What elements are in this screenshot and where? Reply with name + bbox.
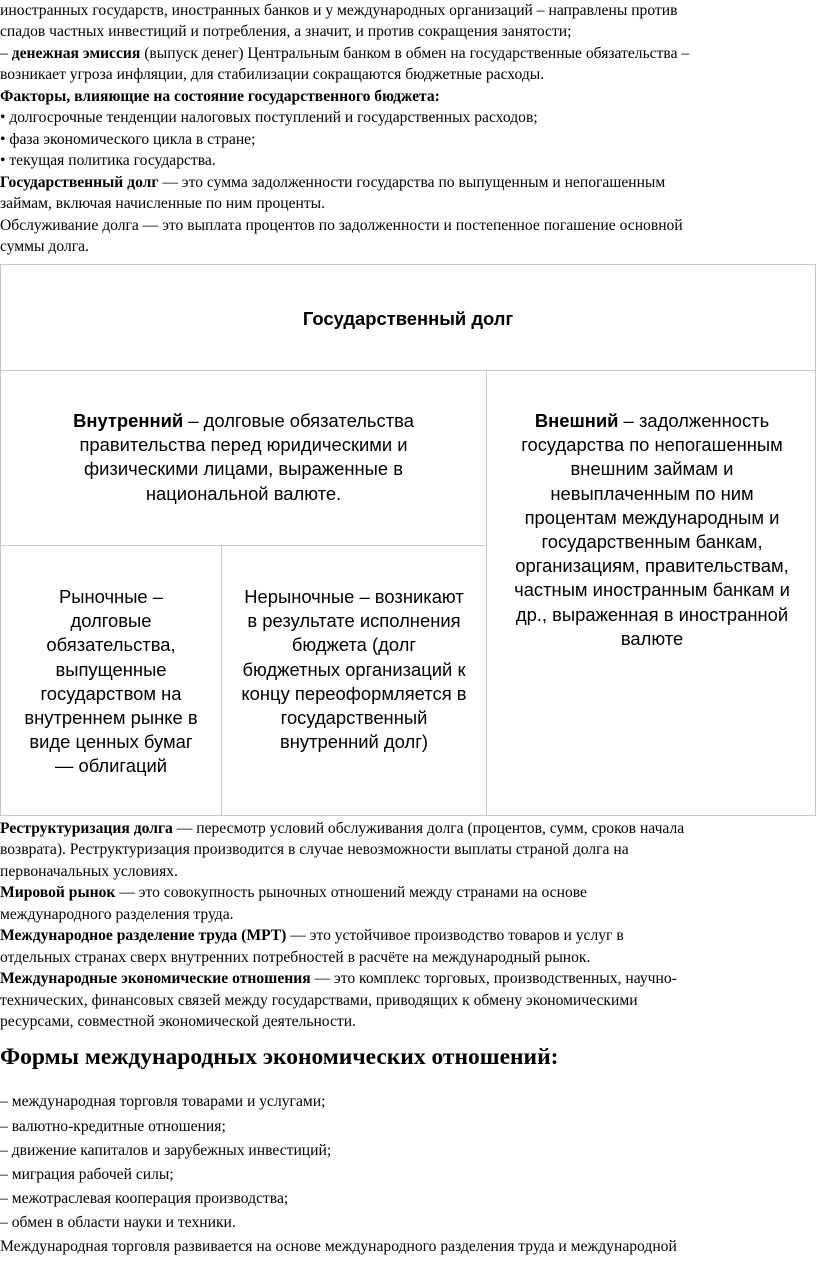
market-debt-line: выпущенные: [55, 658, 167, 680]
factors-heading: [0, 87, 812, 107]
market-debt-line: — облигаций: [54, 755, 168, 777]
emission-term: денежная эмиссия: [11, 45, 141, 62]
debt-definition-rest: — это сумма задолженности государства по выпущенным и непогашенным: [158, 174, 666, 191]
forms-item: – миграция рабочей силы;: [0, 1166, 174, 1183]
external-debt-term: Внешний: [534, 410, 619, 431]
intro-line-1: иностранных государств, иностранных банков и у международных организаций – направлены против: [0, 2, 678, 19]
internal-debt-line: национальной валюте.: [145, 482, 342, 504]
external-debt-line: процентам международным и: [524, 506, 780, 528]
mer-line-2: технических, финансовых связей между государствами, приводящих к обмену экономическими: [0, 992, 638, 1009]
market-debt-cell: [5, 585, 217, 779]
internal-debt-cell: [11, 409, 476, 506]
forms-item: – международная торговля товарами и услугами;: [0, 1093, 326, 1110]
nonmarket-debt-line: внутренний долг): [279, 731, 429, 753]
internal-debt-line: правительства перед юридическими и: [79, 434, 408, 456]
mrt-line-2: отдельных странах сверх внутренних потребностей в расчёте на международный рынок.: [0, 949, 591, 966]
nonmarket-debt-line: концу переоформляется в: [241, 682, 467, 704]
restructuring-line-3: первоначальных условиях.: [0, 863, 178, 880]
external-debt-line: невыплаченным по ним: [550, 482, 754, 504]
debt-definition-line-2: займам, включая начисленные по ним проценты.: [0, 195, 326, 212]
restructuring-line-2: возврата). Реструктуризация производится в случае невозможности выплаты страной долга на: [0, 841, 629, 858]
external-debt-line-1: [489, 409, 815, 433]
market-debt-line: государством на: [40, 682, 182, 704]
external-debt-line: внешним займам и: [570, 458, 734, 480]
market-debt-line: долговые: [70, 610, 152, 632]
internal-debt-term: Внутренний: [73, 410, 184, 431]
market-debt-line: Рыночные –: [59, 586, 163, 607]
nonmarket-debt-line: бюджетных организаций к: [242, 658, 466, 680]
mer-term: Международные экономические отношения: [0, 970, 311, 987]
forms-heading: Формы международных экономических отношений:: [0, 1044, 559, 1070]
market-debt-line: обязательства,: [46, 634, 176, 656]
external-debt-text: – задолженность: [618, 410, 770, 431]
table-divider-internal: [1, 545, 486, 546]
factors-heading-text: Факторы, влияющие на состояние государственного бюджета:: [0, 88, 440, 105]
service-definition-line-1: Обслуживание долга — это выплата процентов по задолженности и постепенное погашение основной: [0, 217, 683, 234]
forms-item: – движение капиталов и зарубежных инвестиций;: [0, 1142, 332, 1159]
external-debt-line: государства по непогашенным: [521, 434, 783, 456]
service-definition-line-2: суммы долга.: [0, 238, 89, 255]
table-title-text: Государственный долг: [302, 308, 514, 329]
nonmarket-debt-line: бюджета (долг: [291, 634, 417, 656]
mer-rest: — это комплекс торговых, производственных, научно-: [310, 970, 677, 987]
external-debt-line: частным иностранным банкам и: [514, 579, 790, 601]
factor-item: • фаза экономического цикла в стране;: [0, 131, 256, 148]
emission-line: [0, 44, 812, 64]
factor-item: • долгосрочные тенденции налоговых поступлений и государственных расходов;: [0, 109, 538, 126]
internal-debt-line: физическими лицами, выраженные в: [84, 458, 403, 480]
world-market-rest: — это совокупность рыночных отношений между странами на основе: [115, 884, 587, 901]
external-debt-line: организациям, правительствам,: [515, 555, 789, 577]
mer-line-3: ресурсами, совместной экономической деятельности.: [0, 1013, 356, 1030]
intro-line-2: спадов частных инвестиций и потребления, а значит, и против сокращения занятости;: [0, 23, 572, 40]
state-debt-table: [0, 264, 816, 816]
mrt-rest: — это устойчивое производство товаров и услуг в: [286, 927, 624, 944]
world-market-term: Мировой рынок: [0, 884, 116, 901]
table-divider-horizontal: [1, 370, 815, 371]
emission-rest: (выпуск денег) Центральным банком в обмен на государственные обязательства –: [140, 45, 690, 62]
debt-term: Государственный долг: [0, 174, 159, 191]
nonmarket-debt-line: государственный: [280, 707, 428, 729]
factor-item: • текущая политика государства.: [0, 152, 216, 169]
internal-debt-text: – долговые обязательства: [183, 410, 414, 431]
mrt-term: Международное разделение труда (МРТ): [0, 927, 287, 944]
mer-line-1: [0, 969, 812, 989]
external-debt-line: государственным банкам,: [541, 531, 763, 553]
forms-item: – валютно-кредитные отношения;: [0, 1118, 226, 1135]
forms-item: – обмен в области науки и техники.: [0, 1214, 236, 1231]
nonmarket-debt-cell: [223, 585, 485, 754]
external-debt-line: валюте: [620, 627, 684, 649]
nonmarket-debt-line: Нерыночные – возникают: [244, 586, 464, 607]
market-debt-line: виде ценных бумаг: [29, 731, 193, 753]
closing-line: Международная торговля развивается на основе международного разделения труда и международной: [0, 1238, 677, 1255]
table-title: [1, 307, 815, 331]
world-market-line-2: международного разделения труда.: [0, 906, 234, 923]
forms-item: – межотраслевая кооперация производства;: [0, 1190, 289, 1207]
restructuring-rest: — пересмотр условий обслуживания долга (процентов, сумм, сроков начала: [172, 820, 685, 837]
debt-definition-line-1: [0, 173, 812, 193]
mrt-line-1: [0, 926, 812, 946]
market-debt-line: внутреннем рынке в: [24, 707, 198, 729]
external-debt-line: др., выраженная в иностранной: [515, 603, 789, 625]
emission-prefix: –: [0, 45, 12, 62]
nonmarket-debt-line: в результате исполнения: [247, 610, 461, 632]
table-divider-internal-split: [221, 546, 222, 815]
table-divider-vertical: [486, 371, 487, 815]
internal-debt-line-1: [11, 409, 476, 433]
intro-line-4: возникает угроза инфляции, для стабилизации сокращаются бюджетные расходы.: [0, 66, 545, 83]
world-market-line-1: [0, 883, 812, 903]
restructuring-term: Реструктуризация долга: [0, 820, 173, 837]
external-debt-cell: [489, 409, 815, 651]
restructuring-line-1: [0, 819, 812, 839]
